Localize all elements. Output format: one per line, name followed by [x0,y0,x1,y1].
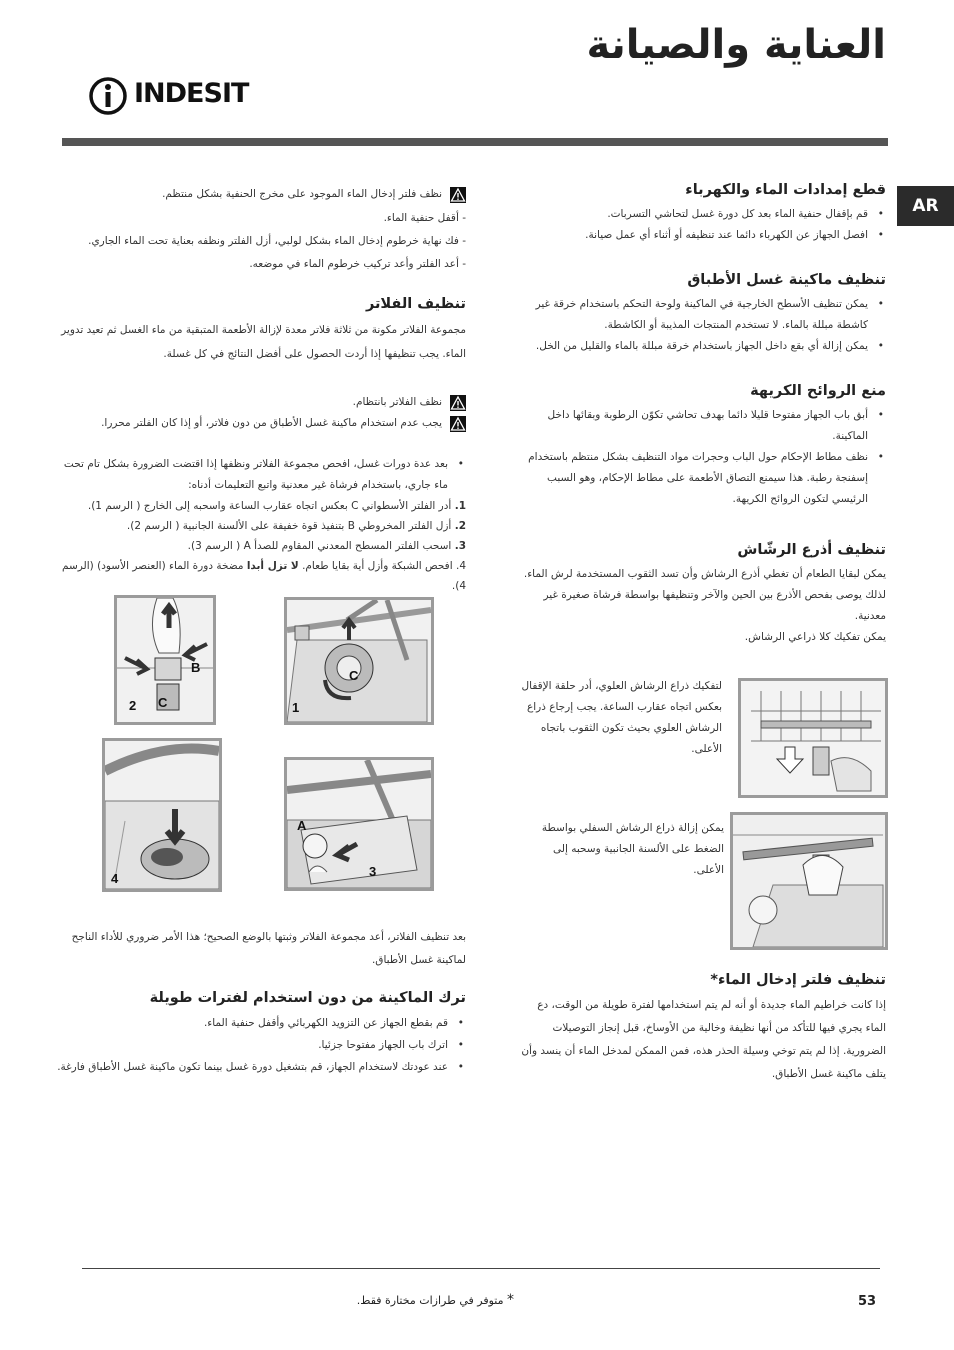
warning-text: يجب عدم استخدام ماكينة غسل الأطباق من دون فلاتر، أو إذا كان الفلتر محررا. [101,417,442,429]
list-item: - فك نهاية خرطوم إدخال الماء بشكل لولبي، أزل الفلتر ونظفه بعناية تحت الماء الجاري. [88,235,466,247]
warning-icon [450,395,466,411]
warning-note [52,392,466,413]
figure-1 [284,597,434,725]
section-heading: تنظيف فلتر إدخال الماء* [710,972,886,988]
lower-arm-text: يمكن إزالة ذراع الرشاش السفلي بواسطة الضغط على الألسنة الجانبية وسحبه إلى الأعلى. [541,822,724,876]
spray-arms-text: يمكن لبقايا الطعام أن تغطي أذرع الرشاش وأن تسد الثقوب المستخدمة لرش الماء. لذلك يوصى بفحص الأذرع بين الحين والآخر وتنظيفها بواسطة فرشاة صغيرة غير معدنية. [523,568,886,622]
section-spray-arms [518,540,886,648]
brand-wordmark: INDESIT [134,78,249,109]
spray-arms-text-2: يمكن تفكيك كلا ذراعي الرشاش. [744,631,886,643]
fig-label-a: A [297,818,307,833]
fig-number-4: 4 [111,871,119,886]
section-heading: تنظيف أذرع الرشّاش [737,542,886,558]
warning-icon [450,187,466,203]
warning-note [52,413,466,434]
section-long-absence [52,988,466,1078]
language-tab: AR [897,186,954,226]
figure-upper-spray-arm [738,678,888,798]
list-item: • بعد عدة دورات غسل، افحص مجموعة الفلاتر ونظفها إذا اقتضت الضرورة بشكل تام تحت ماء جاري، باستخدام فرشاة غير معدنية واتبع التعليمات أدناه: [52,454,466,496]
section-heading: منع الروائح الكريهة [750,383,886,399]
brand-logo [88,76,248,116]
section-heading: تنظيف الفلاتر [365,296,466,312]
list-item: - أقفل حنفية الماء. [383,212,466,224]
figure-lower-spray-arm [730,812,888,950]
fig-label-c: C [349,668,359,683]
fig-number-1: 1 [292,700,300,715]
fig-label-b: B [191,660,201,675]
section-supply [518,180,886,246]
section-heading: تنظيف ماكينة غسل الأطباق [687,272,886,288]
step-item: 2. أزل الفلتر المخروطي B بتنفيذ قوة خفيفة على الألسنة الجانبية ( الرسم 2). [126,520,466,532]
section-odours [518,381,886,510]
section-heading: ترك الماكينة من دون استخدام لفترات طويلة [149,990,466,1006]
step-item: 1. أدر الفلتر الأسطواني C بعكس اتجاه عقارب الساعة واسحبه إلى الخارج ( الرسم 1). [87,500,466,512]
list-item: • قم بقطع الجهاز عن التزويد الكهربائي وأقفل حنفية الماء. [52,1012,466,1034]
list-item: • قم بإقفال حنفية الماء بعد كل دورة غسل لتحاشي التسربات. [518,204,886,225]
step-item: 4. افحص الشبكة وأزل أية بقايا طعام. لا تزل أبدا مضخة دورة الماء (العنصر الأسود) (الرسم 4). [61,560,466,592]
inlet-filter-text: إذا كانت خراطيم الماء جديدة أو أنه لم يتم استخدامها لفترة طويلة من الوقت، دع الماء يجري فيها للتأكد من أنها نظيفة وخالية من الأوساخ، قبل إنجاز التوصيلات الضرورية. إذا لم يتم توخي وسيلة الحذر هذه، فمن الممكن لمدخل الماء أن ينسد وأن يتلف ماكينة غسل الأطباق. [521,999,886,1080]
section-inlet-filter [518,970,886,1086]
list-item: • عند عودتك لاستخدام الجهاز، قم بتشغيل دورة غسل بينما تكون ماكينة غسل الأطباق فارغة. [52,1056,466,1078]
list-item: • نظف مطاط الإحكام حول الباب وحجرات مواد التنظيف بشكل منتظم باستخدام إسفنجة رطبة. هذا سيمنع التصاق الأطعمة على مطاط الإحكام، وهو السبب الرئيسي لتكون الروائح الكريهة. [518,447,886,510]
brand-logo-icon [88,76,132,116]
fig-number-2: 2 [129,698,137,713]
fig-number-3: 3 [369,864,377,879]
warning-icon [450,416,466,432]
figure-4 [102,738,222,892]
page-title: العناية والصيانة [586,22,886,68]
list-item: • يمكن تنظيف الأسطح الخارجية في الماكينة ولوحة التحكم باستخدام خرقة غير كاشطة مبللة بالماء. لا تستخدم المنتجات المذيبة أو الكاشطة. [518,294,886,336]
footer-rule [82,1268,880,1269]
section-cleaning [518,270,886,357]
warning-text: نظف الفلاتر بانتظام. [352,396,442,408]
upper-arm-text: لتفكيك ذراع الرشاش العلوي، أدر حلقة الإقفال بعكس اتجاه عقارب الساعة. يجب إرجاع ذراع الرشاش العلوي بحيث تكون الثقوب باتجاه الأعلى. [521,680,722,755]
list-item: • أبق باب الجهاز مفتوحا قليلا دائما بهدف تحاشي تكوّن الرطوبة وبقائها داخل الماكينة. [518,405,886,447]
list-item: • اترك باب الجهاز مفتوحا جزئيا. [52,1034,466,1056]
page-number: 53 [858,1294,877,1309]
section-filters [52,294,466,596]
warning-note [52,184,466,205]
footnote: * متوفر في طرازات مختارة فقط. [356,1292,514,1308]
section-inlet-cleaning [52,184,466,276]
header-rule [62,138,888,146]
fig-label-c: C [158,695,168,710]
warning-text: نظف فلتر إدخال الماء الموجود على مخرج الحنفية بشكل منتظم. [162,188,442,200]
figure-3 [284,757,434,891]
filters-after-text: بعد تنظيف الفلاتر، أعد مجموعة الفلاتر وثبتها بالوضع الصحيح؛ هذا الأمر ضروري للأداء الناجح لماكينة غسل الأطباق. [71,931,466,966]
step-item: 3. اسحب الفلتر المسطح المعدني المقاوم للصدأ A ( الرسم 3). [187,540,466,552]
section-heading: قطع إمدادات الماء والكهرباء [685,182,886,198]
list-item: • افصل الجهاز عن الكهرباء دائما عند تنظيفه أو أثناء أي عمل صيانة. [518,225,886,246]
list-item: • يمكن إزالة أي بقع داخل الجهاز باستخدام خرقة مبللة بالماء والقليل من الخل. [518,336,886,357]
filters-text: مجموعة الفلاتر مكونة من ثلاثة فلاتر معدة لإزالة الأطعمة المتبقية من ماء الغسل ثم تعيد تدوير الماء. يجب تنظيفها إذا أردت الحصول على أفضل النتائج في كل غسلة. [61,324,466,360]
list-item: - أعد الفلتر وأعد تركيب خرطوم الماء في موضعه. [249,258,466,270]
figure-2 [114,595,216,725]
